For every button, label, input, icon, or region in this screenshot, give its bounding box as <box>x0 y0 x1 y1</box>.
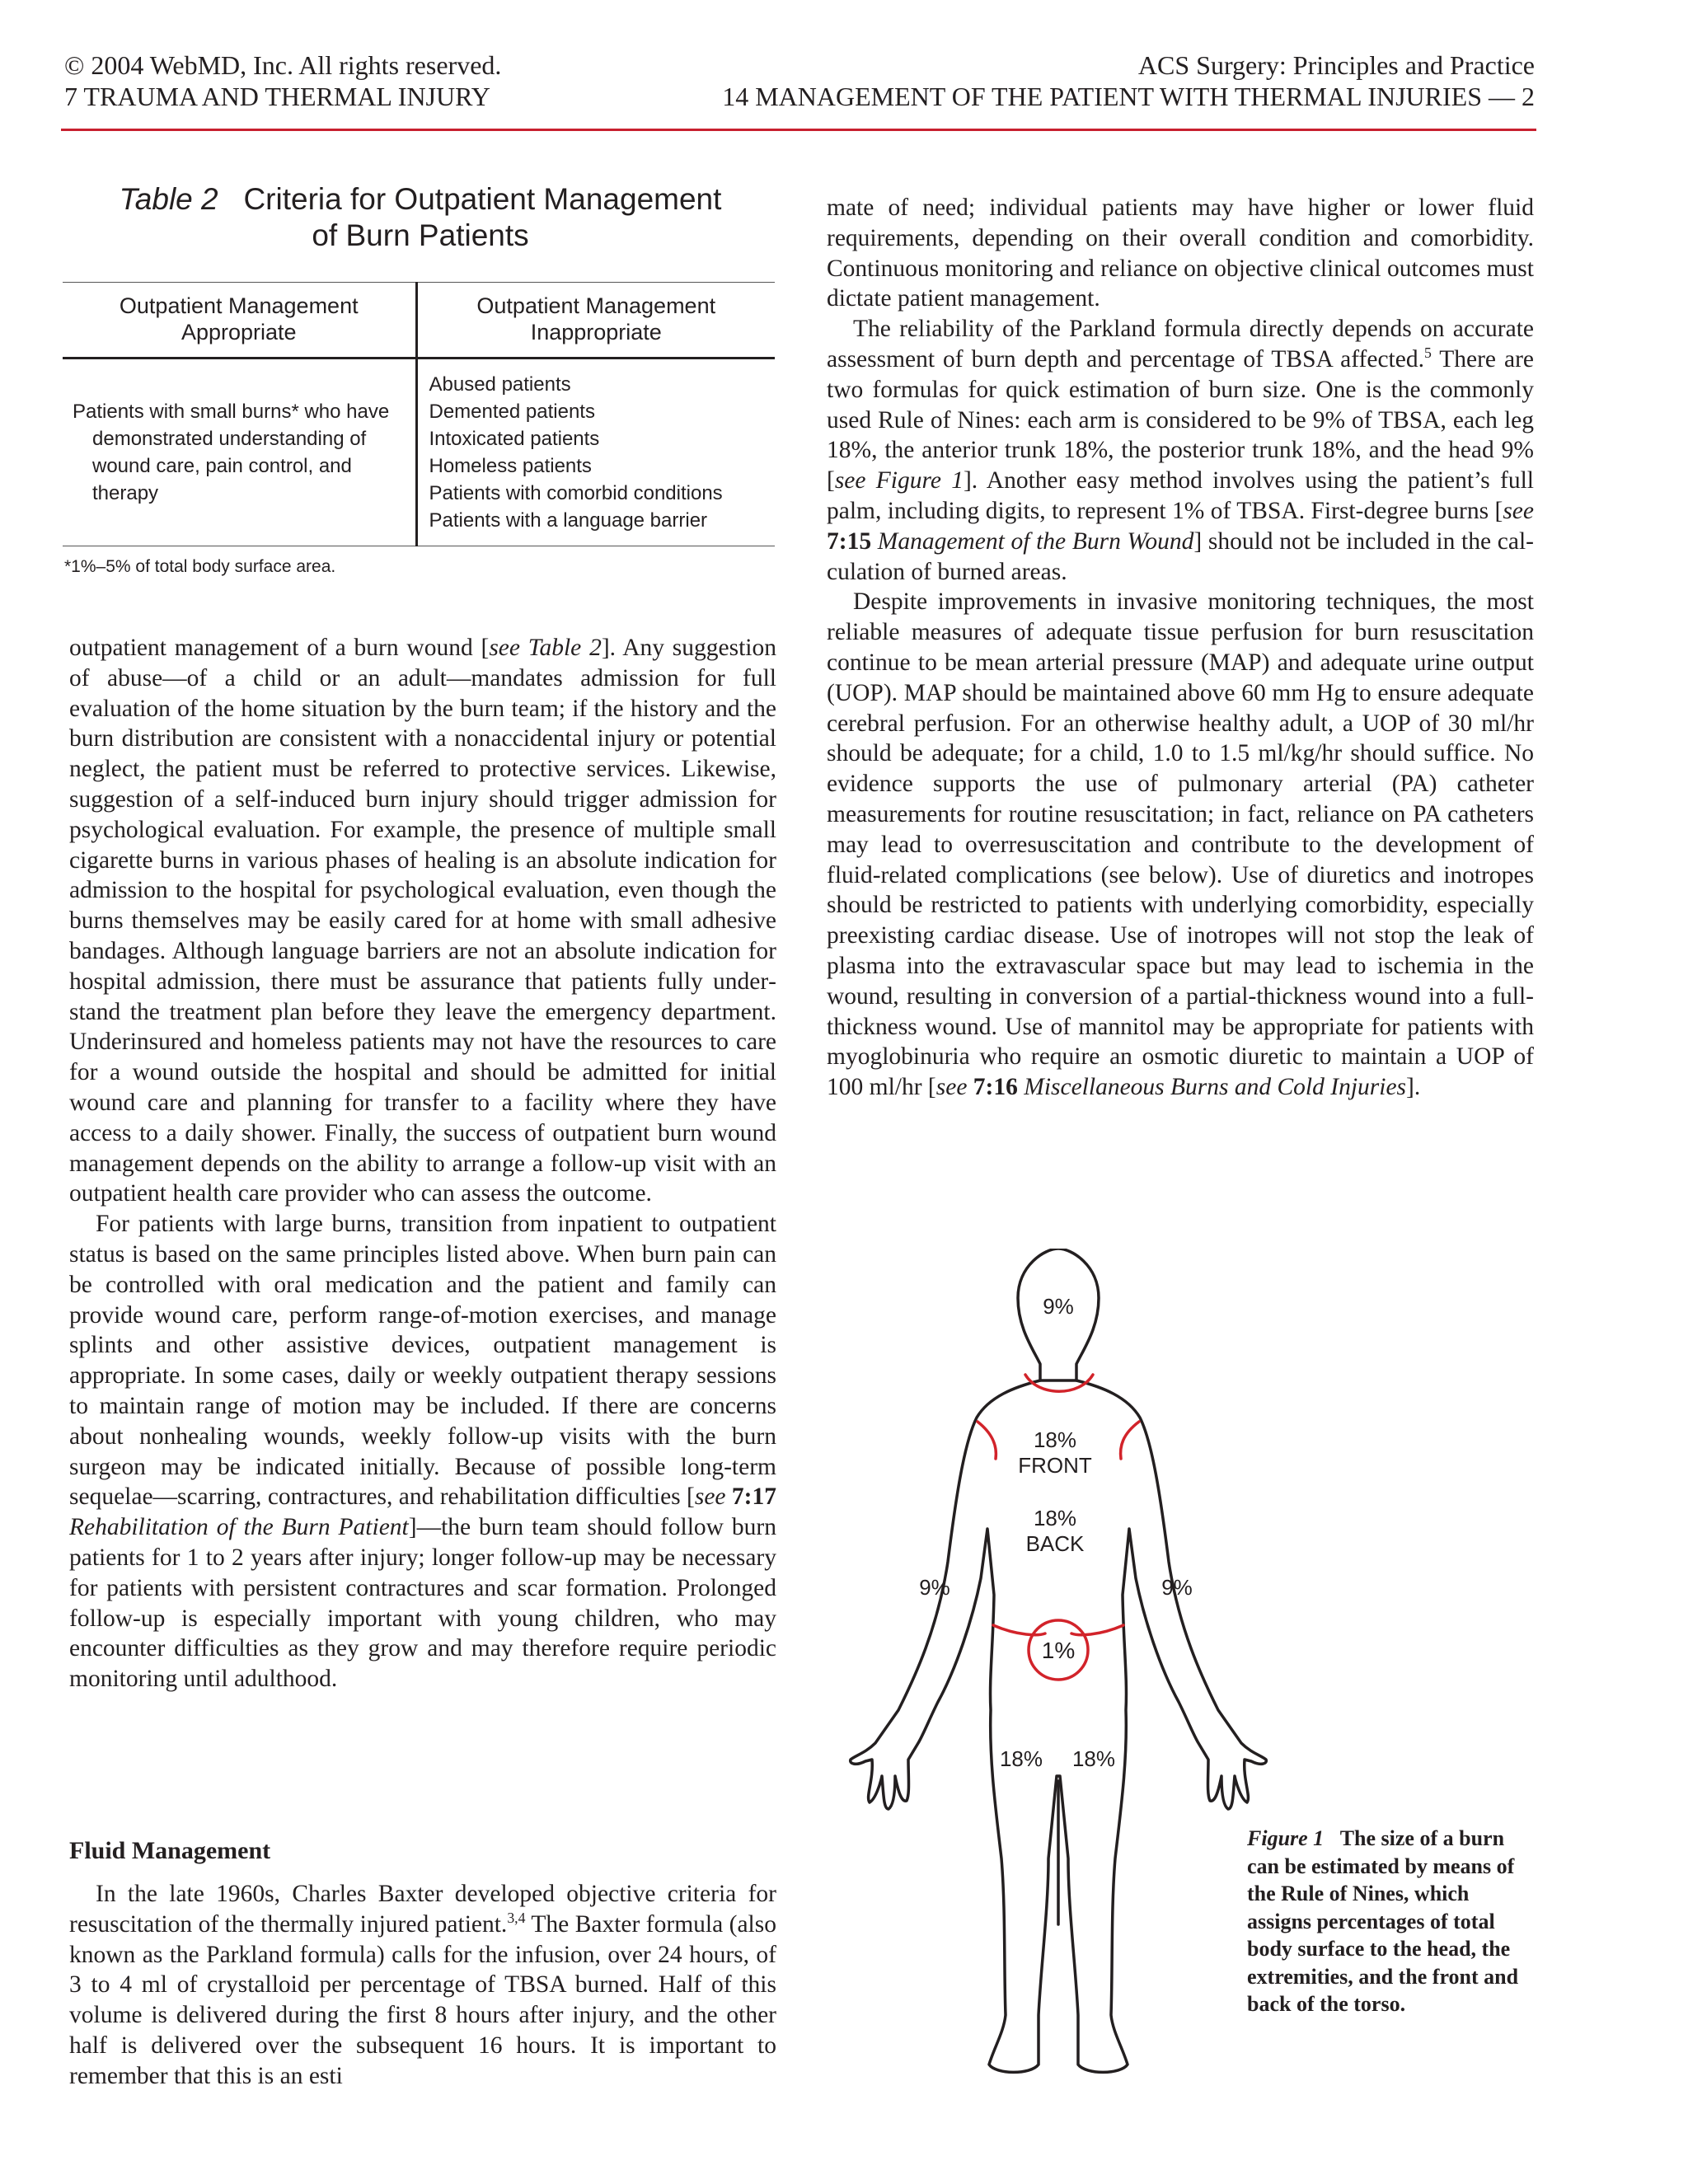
citation[interactable]: 5 <box>1423 344 1432 362</box>
table-footnote: *1%–5% of total body surface area. <box>64 557 336 576</box>
table-header-appropriate: Outpatient Management Appropriate <box>63 283 416 359</box>
paragraph: outpatient management of a burn wound [see Table 2]. Any suggestion of abuse—of a child or an adult—mandates admission for full evaluation of the home situation by the burn team; if the history and the burn distribution are consistent with a nonaccidental injury or potential neglect, the patient must be referred to protective services. Likewise, suggestion of a self-induced burn injury should trigger admission for psychological evaluation. For example, the presence of multiple small cigarette burns in various phases of healing is an absolute indication for admission to the hospital for psychological evaluation, even though the burns themselves may be easily cared for at home with small adhesive bandages. Although language barriers are not an absolute indication for hospital admission, there must be assurance that patients fully understand the treatment plan before they leave the emergency department. Underinsured and homeless patients may not have the resources to care for a wound outside the hospital and should be admitted for initial wound care and planning for transfer to a facility where they have access to a daily shower. Finally, the success of outpatient burn wound management depends on the ability to arrange a follow-up visit with an outpatient health care provider who can assess the outcome. <box>69 635 776 1207</box>
running-header-left <box>64 49 501 112</box>
left-column-text <box>69 633 776 1694</box>
table-title-line2: of Burn Patients <box>312 218 529 252</box>
figure-caption: Figure 1 The size of a burn can be estimated by means of the Rule of Nines, which assigns percentages of total body surface to the head, the extremities, and the front and back of the torso. <box>1247 1826 1519 2016</box>
back-trunk-label: BACK <box>1025 1531 1085 1556</box>
paragraph: mate of need; individual patients may have higher or lower fluid requirements, depending on their overall condition and comorbidity. Continuous monitoring and reliance on objective clinical outcomes must dictate patient management. <box>827 194 1534 312</box>
paragraph: In the late 1960s, Charles Baxter developed objective criteria for resuscitation of the thermally injured patient.$^{3,4}$ The Baxter formula (also known as the Parkland formula) calls for the infusion, over 24 hours, of 3 to 4 ml of crystalloid per percentage of TBSA burned. Half of this volume is delivered during the first 8 hours after injury, and the other half is delivered over the subsequent 16 hours. It is important to remember that this is an esti <box>69 1881 776 2089</box>
section-title: 7 TRAUMA AND THERMAL INJURY <box>64 82 490 111</box>
table-title-line1: Criteria for Outpatient Management <box>243 182 722 216</box>
table-cell-appropriate: Patients with small burns* who have demonstrated understanding of wound care, pain control, and therapy <box>63 359 416 546</box>
table-header-inappropriate: Outpatient Management Inappropriate <box>416 283 775 359</box>
perineum-percent: 1% <box>1041 1638 1076 1663</box>
table-cell-inappropriate <box>416 359 775 546</box>
table-title <box>115 181 725 254</box>
cross-reference[interactable]: 7:16 <box>973 1074 1018 1101</box>
list-item: Demented patients <box>429 401 595 423</box>
paragraph: For patients with large burns, transition from inpatient to outpatient status is based on the same principles listed above. When burn pain can be controlled with oral medication and the patient and family can provide wound care, perform range-of-motion exercises, and manage splints and other assistive devices, outpatient management is appropriate. In some cases, daily or weekly outpatient therapy sessions to maintain range of motion may be included. If there are concerns about nonhealing wounds, weekly follow-up visits with the burn surgeon may be indicated initially. Because of possible long-term sequelae—scarring, contractures, and rehabilitation difficulties [see 7:17 Rehabilitation of the Burn Patient]—the burn team should follow burn patients for 1 to 2 years after injury; longer follow-up may be necessary for patients with persistent contractures and scar formation. Prolonged follow-up is especially important with young children, who may encounter difficulties as they grow and may therefore require periodic monitoring until adulthood. <box>69 1211 776 1693</box>
cross-reference[interactable]: 7:15 <box>827 527 872 555</box>
paragraph: Despite improvements in invasive monitoring techniques, the most reliable measures of adequate tissue perfusion for burn resuscitation continue to be mean arterial pressure (MAP) and adequate urine output (UOP). MAP should be maintained above 60 mm Hg to ensure adequate cerebral perfusion. For an otherwise healthy adult, a UOP of 30 ml/hr should be adequate; for a child, 1.0 to 1.5 ml/kg/hr should suffice. No evidence supports the use of pulmonary arterial (PA) catheter measurements for routine resuscitation; in fact, reliance on PA catheters may lead to overresuscitation and contribute to the development of fluid-related complications (see below). Use of diuretics and inotropes should be restricted to patients with underlying comorbidity, especially preexisting cardiac disease. Use of inotropes will not stop the leak of plasma into the extravascular space but may lead to ischemia in the wound, resulting in conversion of a partial-thickness wound into a full-thickness wound. Use of mannitol may be appropriate for patients with myoglobinuria who require an osmotic diuretic to maintain a UOP of 100 ml/hr [see 7:16 Miscellaneous Burns and Cold Injuries]. <box>827 588 1534 1101</box>
book-title: ACS Surgery: Principles and Practice <box>1137 50 1535 80</box>
head-percent: 9% <box>1043 1294 1074 1319</box>
header-rule <box>61 129 1536 131</box>
chapter-title: 14 MANAGEMENT OF THE PATIENT WITH THERMAL INJURIES — 2 <box>722 82 1535 111</box>
section-heading: Fluid Management <box>69 1837 271 1864</box>
right-leg-percent: 18% <box>1071 1746 1116 1771</box>
back-trunk-percent: 18% <box>1033 1506 1077 1530</box>
left-arm-percent: 9% <box>919 1575 950 1600</box>
cross-reference[interactable]: see Table 2 <box>489 635 602 661</box>
criteria-table <box>63 282 775 546</box>
list-item: Intoxicated patients <box>429 428 600 450</box>
table-label: Table 2 <box>119 182 218 216</box>
left-leg-percent: 18% <box>999 1746 1043 1771</box>
list-item: Patients with a language barrier <box>429 509 708 532</box>
right-arm-percent: 9% <box>1161 1575 1193 1600</box>
list-item: Patients with comorbid conditions <box>429 482 723 504</box>
running-header-right <box>722 49 1535 112</box>
front-trunk-label: FRONT <box>1018 1453 1092 1478</box>
citation[interactable]: 3,4 <box>507 1909 526 1926</box>
cross-reference[interactable]: 7:17 <box>731 1483 776 1511</box>
right-column-text <box>827 193 1534 1103</box>
copyright-line: © 2004 WebMD, Inc. All rights reserved. <box>64 50 502 80</box>
cross-reference[interactable]: see Figure 1 <box>834 467 964 494</box>
list-item: Homeless patients <box>429 455 592 477</box>
fluid-management-text <box>69 1879 776 2092</box>
front-trunk-percent: 18% <box>1033 1427 1077 1452</box>
figure-label: Figure 1 <box>1247 1826 1325 1850</box>
list-item: Abused patients <box>429 373 571 396</box>
paragraph: The reliability of the Parkland formula directly depends on accurate assessment of burn depth and percentage of TBSA affected.$^5$ There are two formulas for quick estimation of burn size. One is the commonly used Rule of Nines: each arm is considered to be 9% of TBSA, each leg 18%, the anterior trunk 18%, the posterior trunk 18%, and the head 9% [see Figure 1]. Another easy method involves using the patient’s full palm, including digits, to represent 1% of TBSA. First-degree burns [see 7:15 Management of the Burn Wound] should not be included in the calculation of burned areas. <box>827 316 1534 585</box>
